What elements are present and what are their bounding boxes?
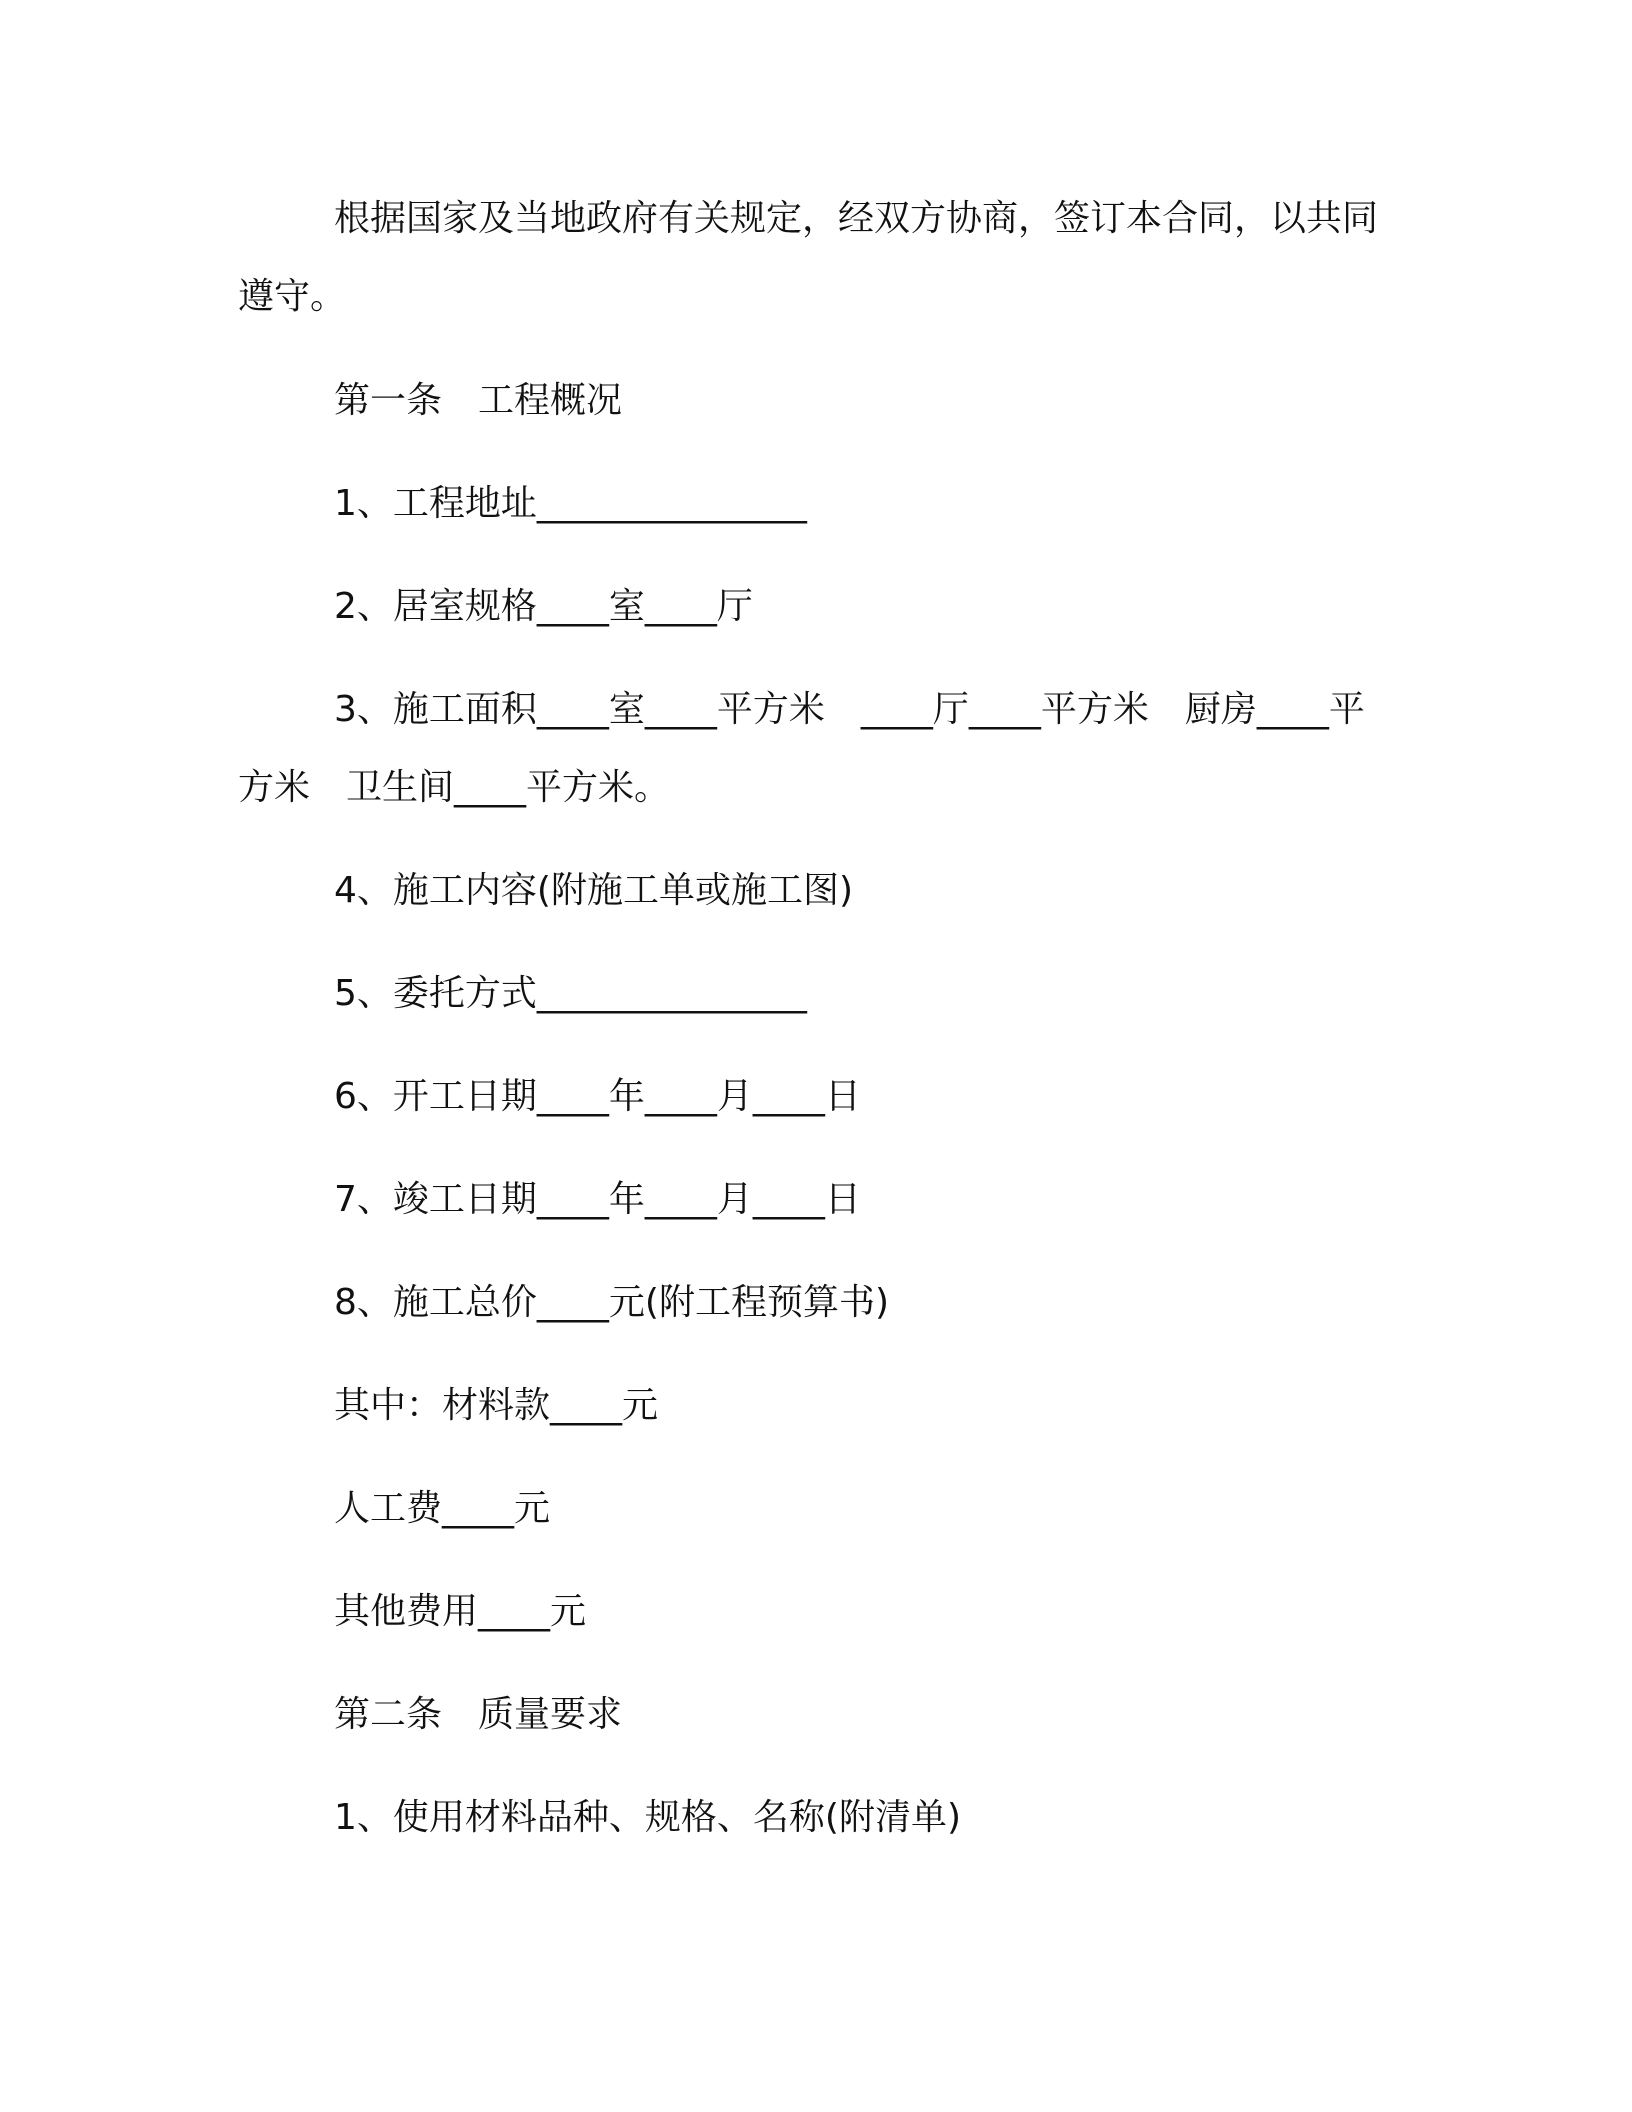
- item-project-address: 1、工程地址_______________: [334, 483, 807, 524]
- materials-cost: 其中：材料款____元: [334, 1385, 659, 1426]
- item-completion-date: 7、竣工日期____年____月____日: [334, 1179, 861, 1220]
- labor-cost: 人工费____元: [334, 1488, 551, 1529]
- item-construction-content: 4、施工内容(附施工单或施工图): [334, 870, 853, 911]
- item-total-price: 8、施工总价____元(附工程预算书): [334, 1282, 889, 1323]
- item-start-date: 6、开工日期____年____月____日: [334, 1076, 861, 1117]
- other-fees: 其他费用____元: [334, 1591, 587, 1632]
- item-room-spec: 2、居室规格____室____厅: [334, 586, 753, 627]
- article-2-heading: 第二条 质量要求: [334, 1694, 623, 1735]
- item-commission-method: 5、委托方式_______________: [334, 973, 807, 1014]
- article-1-heading: 第一条 工程概况: [334, 380, 623, 421]
- article-2-item-materials: 1、使用材料品种、规格、名称(附清单): [334, 1797, 961, 1838]
- item-construction-area: 3、施工面积____室____平方米 ____厅____平方米 厨房____平方米 卫生间____平方米。: [238, 689, 1365, 808]
- intro-paragraph: 根据国家及当地政府有关规定，经双方协商，签订本合同，以共同遵守。: [238, 198, 1379, 317]
